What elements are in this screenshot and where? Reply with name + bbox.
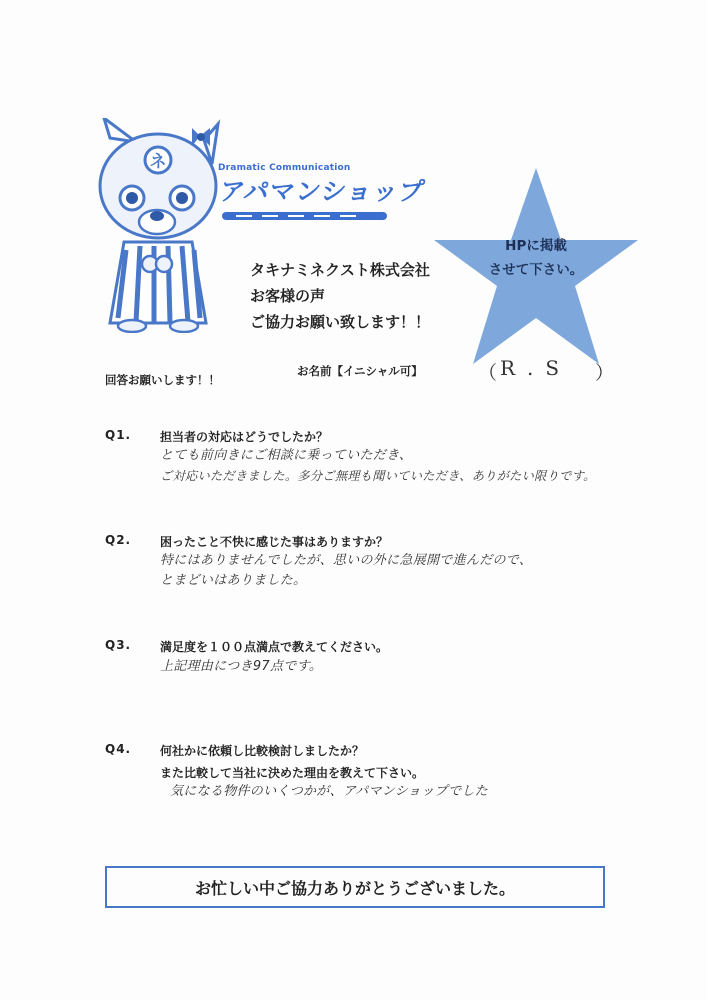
company-block [250, 257, 430, 335]
name-label: お名前【イニシャル可】 [297, 364, 423, 378]
q2-number: Q2. [105, 533, 132, 547]
logo-tagline: Dramatic Communication [218, 163, 351, 173]
survey-title: お客様の声 [250, 287, 326, 305]
q1-number: Q1. [105, 428, 132, 442]
cooperation-request: ご協力お願い致します！！ [250, 313, 431, 331]
thanks-text: お忙しい中ご協力ありがとうございました。 [194, 878, 515, 898]
name-paren-close: ） [595, 362, 615, 384]
answer-request: 回答お願いします！！ [105, 373, 220, 387]
q3-answer-line-1: 上記理由につき97点です。 [160, 659, 323, 674]
q1-question: 担当者の対応はどうでしたか？ [160, 430, 329, 444]
mascot-illustration [96, 118, 226, 333]
q4-number: Q4. [105, 742, 132, 756]
logo-underline [222, 210, 387, 222]
company-name: タキナミネクスト株式会社 [250, 261, 430, 279]
q4-question-line-2: また比較して当社に決めた理由を教えて下さい。 [160, 766, 425, 780]
name-value: R.S [500, 356, 572, 380]
star-badge-text [470, 234, 602, 282]
q2-answer-line-2: とまどいはありました。 [160, 573, 307, 588]
name-paren-open: （ [478, 362, 498, 384]
q1-answer-line-2: ご対応いただきました。多分ご無理も聞いていただき、ありがたい限りです。 [160, 469, 596, 483]
q3-question: 満足度を１００点満点で教えてください。 [160, 640, 389, 654]
q1-answer-line-1: とても前向きにご相談に乗っていただき、 [160, 448, 413, 463]
q3-number: Q3. [105, 638, 132, 652]
svg-text:ネ: ネ [149, 152, 167, 172]
logo-brand: アパマンショップ [217, 177, 427, 206]
thanks-box [105, 866, 605, 908]
q2-question: 困ったこと不快に感じた事はありますか？ [160, 535, 389, 549]
star-line-2: させて下さい。 [488, 262, 584, 278]
star-line-1: HPに掲載 [505, 238, 567, 254]
q4-question-line-1: 何社かに依頼し比較検討しましたか？ [160, 744, 365, 758]
q4-answer-line-1: 気になる物件のいくつかが、アパマンショップでした [170, 784, 488, 799]
q2-answer-line-1: 特にはありませんでしたが、思いの外に急展開で進んだので、 [160, 553, 533, 568]
